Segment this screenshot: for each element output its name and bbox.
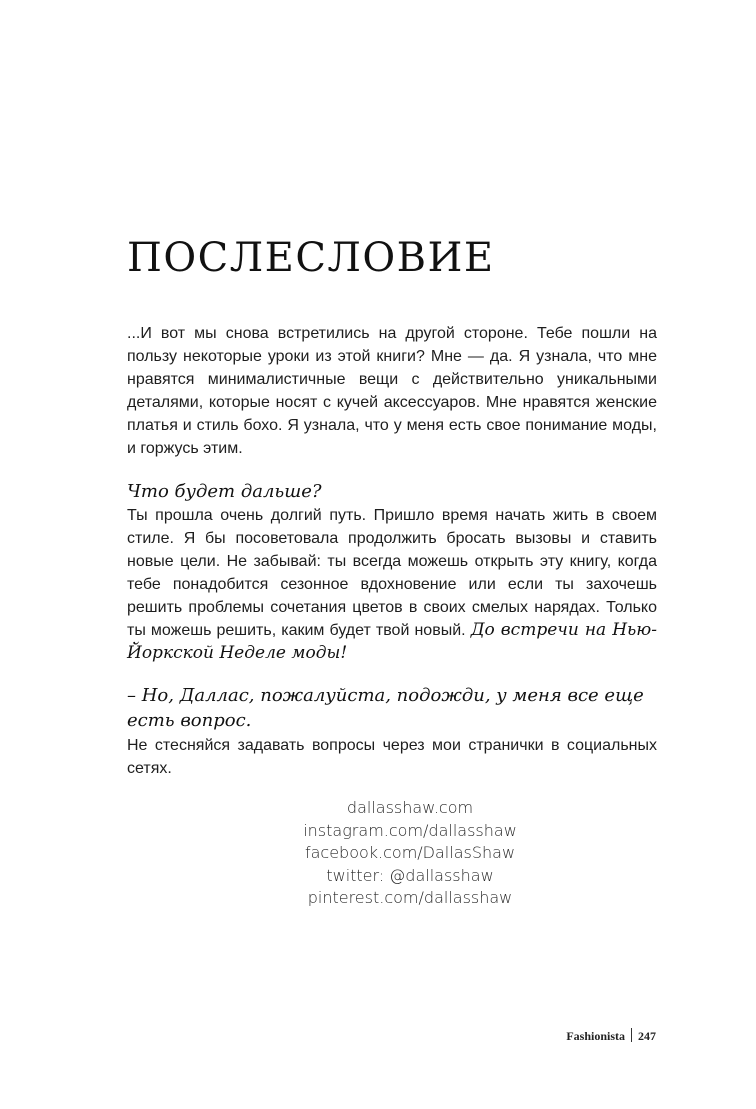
- question-heading: – Но, Даллас, пожалуйста, подожди, у меня все еще есть вопрос.: [127, 685, 644, 731]
- facebook-link[interactable]: facebook.com/DallasShaw: [304, 843, 516, 862]
- pinterest-link[interactable]: pinterest.com/dallasshaw: [307, 888, 513, 907]
- website-link[interactable]: dallasshaw.com: [346, 798, 474, 817]
- twitter-link[interactable]: twitter: @dallasshaw: [326, 865, 494, 885]
- intro-paragraph: ...И вот мы снова встретились на другой стороне. Тебе пошли на пользу некоторые уроки из этой книги? Мне — да. Я узнала, что мне нравятся минималистичные вещи с действительно уникальными деталями, которые носят с кучей аксессуаров. Мне нравятся женские платья и стиль бохо. Я узнала, что у меня есть свое понимание моды, и горжусь этим.: [127, 325, 657, 457]
- next-section-script: До встречи на Нью-Йоркской Неделе моды!: [127, 620, 657, 663]
- book-title: Fashionista: [566, 1029, 625, 1043]
- next-section-paragraph: [127, 504, 657, 665]
- page-title: ПОСЛЕСЛОВИЕ: [127, 235, 495, 281]
- page-number: 247: [638, 1029, 656, 1043]
- question-paragraph: Не стесняйся задавать вопросы через мои странички в социальных сетях.: [127, 737, 657, 777]
- next-section-body: Ты прошла очень долгий путь. Пришло время начать жить в своем стиле. Я бы посоветовала продолжить бросать вызовы и ставить новые цели. Не забывай: ты всегда можешь открыть эту книгу, когда тебе понадобится сезонное вдохновение или если ты захочешь решить проблемы сочетания цветов в своих смелых нарядах. Только ты можешь решить, каким будет твой новый.: [127, 507, 657, 639]
- instagram-link[interactable]: instagram.com/dallasshaw: [303, 820, 517, 840]
- next-section-heading: Что будет дальше?: [127, 481, 322, 502]
- page-footer: [566, 1028, 656, 1044]
- social-links-list: [170, 797, 650, 910]
- footer-divider: [631, 1028, 632, 1042]
